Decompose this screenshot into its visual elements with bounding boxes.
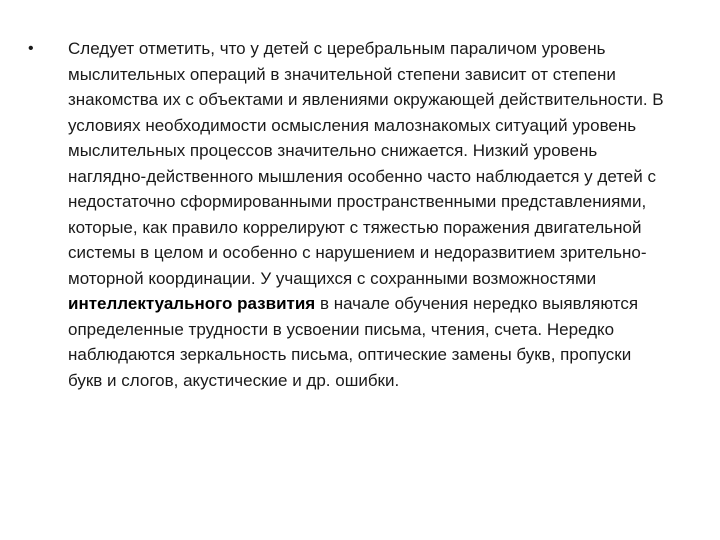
bullet-paragraph: [68, 36, 664, 393]
bullet-item: [28, 36, 700, 393]
emphasized-phrase: интеллектуального развития: [68, 294, 316, 313]
bullet-point-icon: •: [28, 40, 34, 57]
paragraph-text-after: в начале обучения нередко выявляются определенные трудности в усвоении письма, чтения, счета. Нередко наблюдаются зеркальность письма, оптические замены букв, пропуски букв и слогов, акустические и др. ошибки.: [68, 294, 639, 390]
paragraph-text-before: Следует отметить, что у детей с церебральным параличом уровень мыслительных операций в значительной степени зависит от степени знакомства их с объектами и явлениями окружающей действительности. В условиях необходимости осмысления малознакомых ситуаций уровень мыслительных процессов значительно снижается. Низкий уровень наглядно-действенного мышления особенно часто наблюдается у детей с недостаточно сформированными пространственными представлениями, которые, как правило коррелируют с тяжестью поражения двигательной системы в целом и особенно с нарушением и недоразвитием зрительно-моторной координации. У учащихся с сохранными возможностями: [68, 39, 664, 288]
